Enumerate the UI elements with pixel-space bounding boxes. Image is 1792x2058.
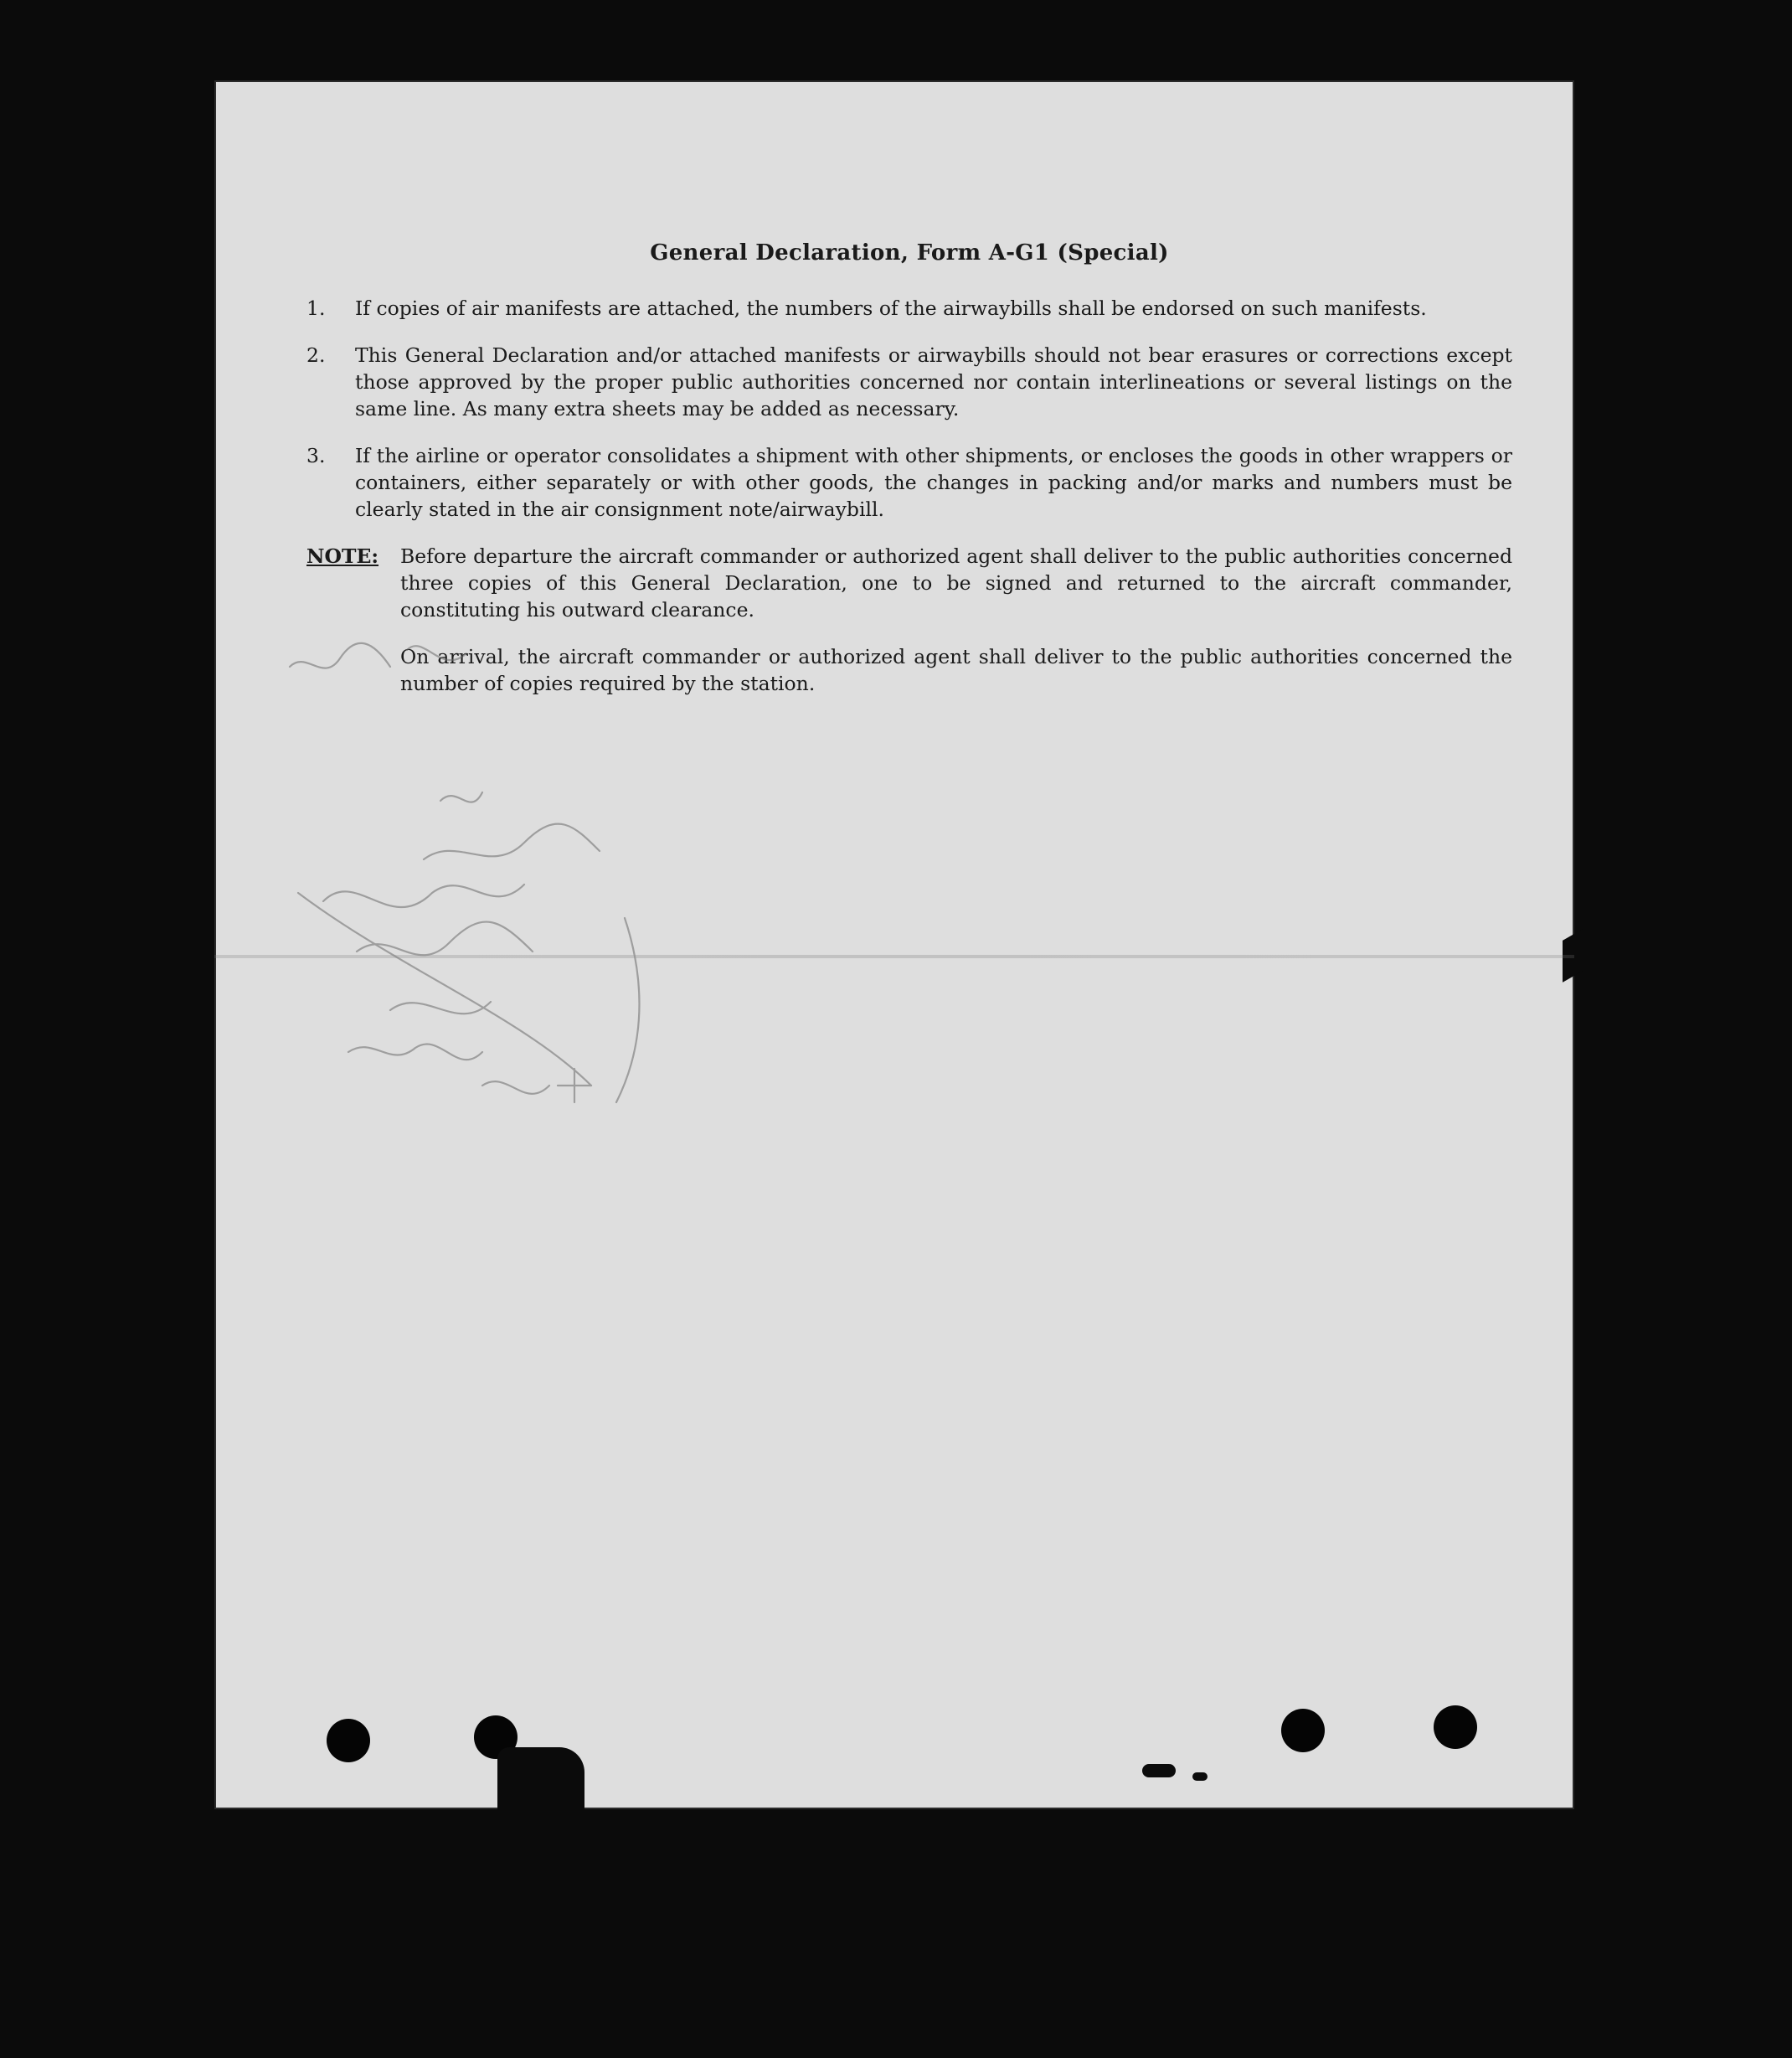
note-block [306,543,1512,623]
document-page [214,80,1574,1809]
item-text: This General Declaration and/or attached manifests or airwaybills should not bear erasures or corrections except those approved by the proper public authorities concerned nor contain interlineations or several listings on the same line. As many extra sheets may be added as necessary. [355,343,1512,420]
note-paragraph: Before departure the aircraft commander or authorized agent shall deliver to the public authorities concerned three copies of this General Declaration, one to be signed and returned to the aircraft commander, constituting his outward clearance. [400,544,1512,622]
list-item [306,342,1512,422]
item-number: 3. [306,444,326,467]
document-title: General Declaration, Form A-G1 (Special) [650,240,1169,266]
paper-edge-notch [1563,929,1583,983]
torn-edge [497,1747,584,1809]
list-item [306,295,1512,322]
torn-edge [1192,1772,1208,1781]
item-text: If copies of air manifests are attached, the numbers of the airwaybills shall be endorsed on such manifests. [355,297,1427,320]
torn-edge [1142,1764,1176,1777]
note-paragraph: On arrival, the aircraft commander or authorized agent shall deliver to the public authorities concerned the number of copies required by the station. [400,645,1512,695]
item-number: 1. [306,297,326,320]
handwritten-notes-icon [273,616,775,1253]
note-label: NOTE: [306,544,379,568]
item-text: If the airline or operator consolidates a shipment with other shipments, or encloses the goods in other wrappers or containers, either separately or with other goods, the changes in packing and/or marks and numbers must be clearly stated in the air consignment note/airwaybill. [355,444,1512,521]
item-number: 2. [306,343,326,367]
list-item [306,442,1512,523]
punch-hole [327,1719,370,1762]
punch-hole [1434,1705,1477,1749]
punch-hole [1281,1709,1325,1752]
